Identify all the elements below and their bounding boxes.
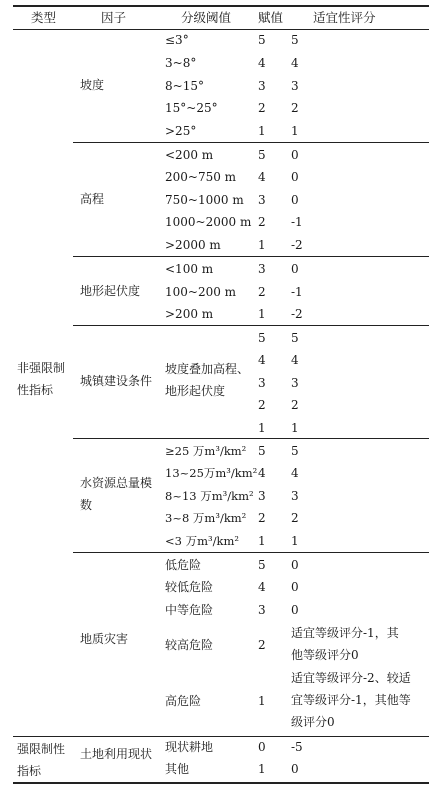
table-bottom-rule [13,782,429,784]
hazard-score: 0 [291,580,299,594]
landuse-score: 0 [291,762,299,776]
relief-threshold: >200 m [165,307,214,321]
elevation-score: 0 [291,170,299,184]
hazard-threshold: 较低危险 [165,580,214,594]
urban-value: 5 [258,331,266,345]
urban-score: 5 [291,331,299,345]
slope-divider [73,142,429,143]
urban-score: 1 [291,421,299,435]
urban-value: 3 [258,376,266,390]
slope-value: 3 [258,79,266,93]
slope-score: 4 [291,56,299,70]
landuse-threshold: 其他 [165,762,190,776]
relief-threshold: <100 m [165,262,214,276]
factor-hazard: 地质灾害 [80,632,129,646]
hazard-value: 3 [258,603,266,617]
header-value: 赋值 [258,10,284,25]
water-threshold: ≥25 万m³/km² [165,444,247,458]
header-bottom-rule [13,29,429,30]
slope-value: 5 [258,33,266,47]
water-score: 5 [291,444,299,458]
elevation-score: -1 [291,215,303,229]
relief-value: 1 [258,307,266,321]
water-score: 3 [291,489,299,503]
hazard-score: 适宜等级评分-1，其他等级评分0 [291,626,399,662]
landuse-score: -5 [291,740,303,754]
hazard-score: 适宜等级评分-2、较适宜等级评分-1，其他等级评分0 [291,671,411,729]
landuse-value: 0 [258,740,266,754]
relief-threshold: 100~200 m [165,285,237,299]
elevation-threshold: 200~750 m [165,170,237,184]
urban-value: 4 [258,353,266,367]
water-value: 1 [258,534,266,548]
group-divider [13,736,429,737]
relief-score: 0 [291,262,299,276]
water-threshold: 13~25万m³/km² [165,466,258,480]
urban-value: 1 [258,421,266,435]
factor-relief: 地形起伏度 [80,284,141,298]
factor-elevation: 高程 [80,192,105,206]
relief-score: -1 [291,285,303,299]
slope-score: 3 [291,79,299,93]
hazard-value: 1 [258,694,266,708]
hazard-threshold: 较高危险 [165,638,214,652]
slope-threshold: 8~15° [165,79,204,93]
elevation-divider [73,256,429,257]
urban-score: 3 [291,376,299,390]
water-value: 3 [258,489,266,503]
relief-score: -2 [291,307,303,321]
landuse-value: 1 [258,762,266,776]
slope-threshold: 3~8° [165,56,197,70]
slope-threshold: 15°~25° [165,101,218,115]
slope-value: 1 [258,124,266,138]
water-score: 1 [291,534,299,548]
relief-divider [73,325,429,326]
hazard-value: 5 [258,558,266,572]
water-value: 5 [258,444,266,458]
urban-threshold: 坡度叠加高程、地形起伏度 [165,362,250,398]
urban-score: 4 [291,353,299,367]
hazard-score: 0 [291,558,299,572]
elevation-threshold: 750~1000 m [165,193,244,207]
header-type: 类型 [31,10,57,25]
header-score: 适宜性评分 [313,10,376,25]
slope-score: 2 [291,101,299,115]
hazard-value: 2 [258,638,266,652]
hazard-threshold: 低危险 [165,558,202,572]
elevation-threshold: >2000 m [165,238,221,252]
relief-value: 3 [258,262,266,276]
slope-value: 4 [258,56,266,70]
elevation-value: 2 [258,215,266,229]
water-score: 4 [291,466,299,480]
elevation-value: 3 [258,193,266,207]
factor-landuse: 土地利用现状 [80,747,153,761]
hazard-threshold: 中等危险 [165,603,214,617]
elevation-threshold: <200 m [165,148,214,162]
header-factor: 因子 [101,10,127,25]
elevation-score: -2 [291,238,303,252]
water-threshold: <3 万m³/km² [165,534,239,548]
urban-score: 2 [291,398,299,412]
water-threshold: 8~13 万m³/km² [165,489,254,503]
hazard-value: 4 [258,580,266,594]
relief-value: 2 [258,285,266,299]
group-strict: 强限制性指标 [17,742,66,778]
urban-divider [73,438,429,439]
elevation-score: 0 [291,193,299,207]
slope-threshold: >25° [165,124,197,138]
water-value: 2 [258,511,266,525]
water-divider [73,552,429,553]
slope-score: 5 [291,33,299,47]
elevation-score: 0 [291,148,299,162]
factor-urban: 城镇建设条件 [80,374,153,388]
elevation-value: 5 [258,148,266,162]
hazard-score: 0 [291,603,299,617]
factor-slope: 坡度 [80,78,105,92]
landuse-threshold: 现状耕地 [165,740,214,754]
elevation-value: 1 [258,238,266,252]
water-score: 2 [291,511,299,525]
elevation-threshold: 1000~2000 m [165,215,252,229]
slope-threshold: ≤3° [165,33,189,47]
factor-water: 水资源总量模数 [80,476,153,512]
water-value: 4 [258,466,266,480]
table-top-rule [13,5,429,7]
slope-score: 1 [291,124,299,138]
elevation-value: 4 [258,170,266,184]
hazard-threshold: 高危险 [165,694,202,708]
header-threshold: 分级阈值 [181,10,232,25]
group-non-strict: 非强限制性指标 [17,361,66,397]
water-threshold: 3~8 万m³/km² [165,511,247,525]
slope-value: 2 [258,101,266,115]
urban-value: 2 [258,398,266,412]
